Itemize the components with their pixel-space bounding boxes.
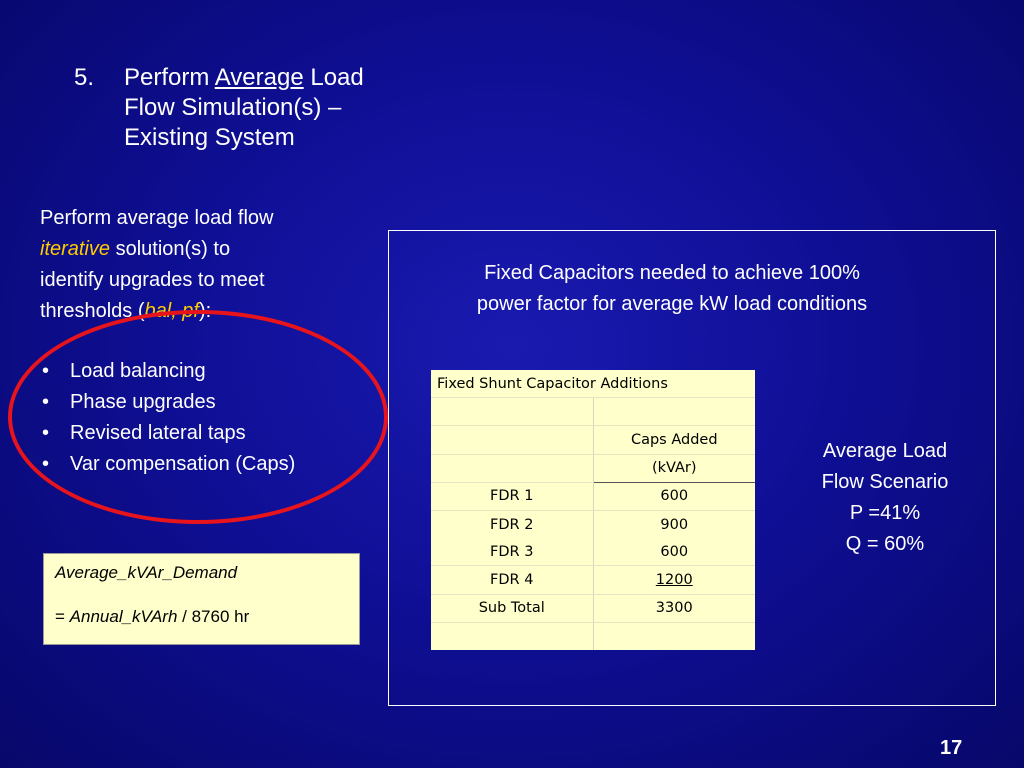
- caps-value: 600: [593, 538, 755, 566]
- caps-value: 900: [660, 516, 689, 533]
- formula-line-1: Average_kVAr_Demand: [55, 563, 238, 582]
- heading-line-2: Flow Simulation(s) –: [124, 94, 342, 121]
- scenario-text: [785, 436, 985, 560]
- heading-number: 5.: [74, 64, 95, 91]
- table-row: [431, 622, 755, 650]
- intro-line-4-prefix: thresholds (: [40, 300, 145, 322]
- table-row: [431, 538, 755, 566]
- heading-prefix: Perform: [124, 64, 215, 91]
- column-header-unit: (kVAr): [593, 454, 755, 482]
- bullet-label: Load balancing: [70, 360, 206, 382]
- formula-line-2: [55, 607, 359, 627]
- table-title: Fixed Shunt Capacitor Additions: [431, 370, 755, 398]
- subtotal-value: 3300: [593, 594, 755, 622]
- intro-line-2: [40, 234, 360, 265]
- feeder-label: FDR 4: [431, 566, 593, 594]
- table-row: [431, 482, 755, 510]
- table-title-row: [431, 370, 755, 398]
- bullet-icon: •: [42, 453, 50, 475]
- scenario-p-value: P =41%: [849, 502, 921, 524]
- intro-italic-thresholds: bal, pf: [144, 300, 199, 322]
- table-header-unit-row: [431, 454, 755, 482]
- scenario-line-1: Average Load: [822, 440, 948, 462]
- formula-equals: =: [55, 607, 70, 626]
- formula-annual-term: Annual_kVArh: [69, 607, 178, 626]
- panel-caption: [412, 258, 932, 320]
- heading-underlined-word: Average: [214, 64, 304, 91]
- intro-line-2-rest: solution(s) to: [110, 238, 231, 260]
- caps-value: [593, 566, 755, 594]
- caps-value: 600: [593, 482, 755, 510]
- feeder-label: FDR 3: [431, 538, 593, 566]
- table-header-row: [431, 426, 755, 454]
- scenario-q-value: Q = 60%: [845, 533, 925, 555]
- formula-divisor: / 8760 hr: [177, 607, 250, 626]
- heading-suffix: Load: [303, 64, 364, 91]
- table-cell-empty: [593, 622, 755, 650]
- table-row: [431, 510, 755, 538]
- caps-value-underlined: 1200: [655, 571, 693, 588]
- intro-line-3: identify upgrades to meet: [40, 269, 265, 291]
- capacitor-table: [431, 370, 755, 650]
- feeder-label: FDR 1: [431, 482, 593, 510]
- bullet-icon: •: [42, 360, 50, 382]
- table-cell-empty: [431, 622, 593, 650]
- feeder-label: FDR 2: [431, 510, 593, 538]
- table-cell-empty: [431, 398, 593, 426]
- bullet-label: Var compensation (Caps): [70, 453, 296, 475]
- table-cell-empty: [431, 426, 593, 454]
- highlight-ellipse: [8, 310, 388, 524]
- column-header-caps-added: Caps Added: [593, 426, 755, 454]
- intro-line-1: Perform average load flow: [40, 207, 274, 229]
- caption-line-1: Fixed Capacitors needed to achieve 100%: [484, 262, 860, 284]
- scenario-line-2: Flow Scenario: [821, 471, 949, 493]
- bullet-label: Revised lateral taps: [70, 422, 246, 444]
- table-cell-empty: [431, 454, 593, 482]
- bullet-icon: •: [42, 422, 50, 444]
- intro-line-4-suffix: ):: [198, 300, 212, 322]
- heading-text: [124, 63, 444, 153]
- bullet-label: Phase upgrades: [70, 391, 216, 413]
- page-number: 17: [940, 737, 963, 759]
- table-row: [431, 398, 755, 426]
- intro-italic-iterative: iterative: [40, 238, 111, 260]
- subtotal-label: Sub Total: [431, 594, 593, 622]
- formula-box: [43, 553, 360, 645]
- table-cell-empty: [593, 398, 755, 426]
- caption-line-2: power factor for average kW load conditions: [476, 293, 868, 315]
- bullet-icon: •: [42, 391, 50, 413]
- heading-line-3: Existing System: [124, 124, 295, 151]
- table-row: [431, 566, 755, 594]
- table-row-subtotal: [431, 594, 755, 622]
